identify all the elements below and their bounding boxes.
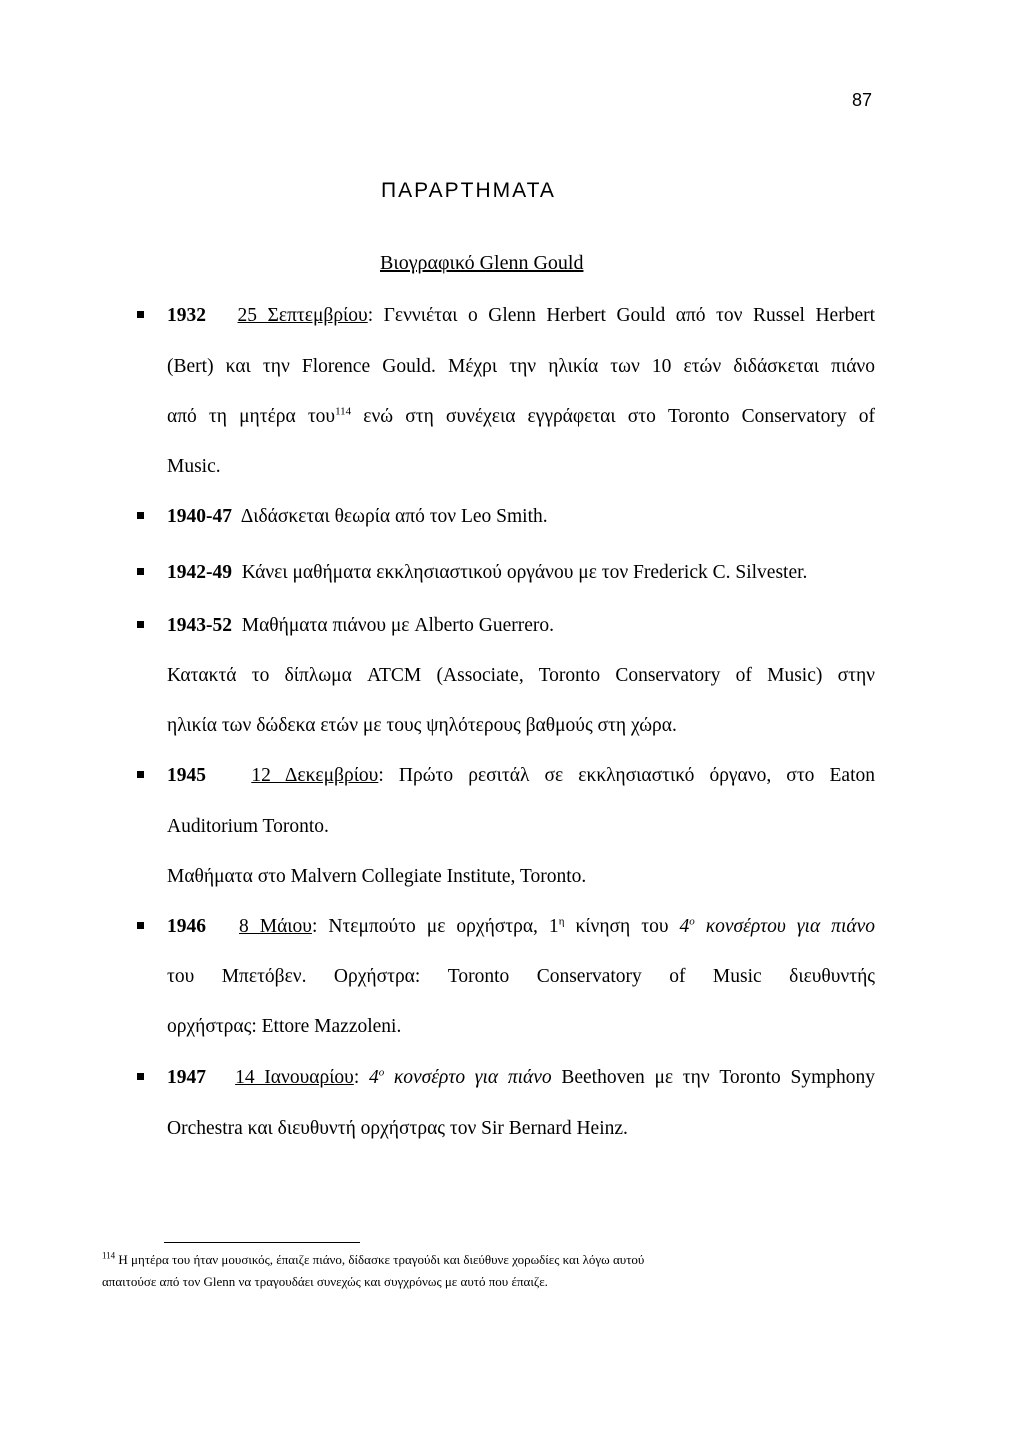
- entry-text: Κάνει μαθήματα εκκλησιαστικού οργάνου με τον Frederick C. Silvester.: [241, 562, 808, 583]
- entry-text: Ντεμπούτο με ορχήστρα, 1: [328, 916, 559, 937]
- entry-1932-line-2: (Bert) και την Florence Gould. Μέχρι την ηλικία των 10 ετών διδάσκεται πιάνο: [167, 356, 875, 377]
- entry-year: 1947: [167, 1067, 206, 1088]
- footnote-line-2: απαιτούσε από τον Glenn να τραγουδάει συνεχώς και συγχρόνως με αυτό που έπαιζε.: [102, 1274, 548, 1289]
- entry-1932-line-1: 1932 25 Σεπτεμβρίου: Γεννιέται ο Glenn Herbert Gould από τον Russel Herbert: [167, 305, 876, 326]
- entry-text: Beethoven με την Toronto Symphony: [561, 1067, 876, 1088]
- entry-date: 8 Μάιου: [239, 916, 312, 937]
- bullet-icon: [137, 922, 144, 929]
- entry-1945-line-3: Μαθήματα στο Malvern Collegiate Institute, Toronto.: [167, 866, 587, 887]
- entry-year: 1945: [167, 765, 206, 786]
- entry-italic-text: $4^o$ κονσέρτο για πιάνο: [368, 1066, 552, 1088]
- entry-1947-line-2: Orchestra και διευθυντή ορχήστρας τον Sir Bernard Heinz.: [167, 1118, 628, 1139]
- entry-year: 1932: [167, 305, 206, 326]
- entry-text: κίνηση του: [575, 916, 669, 937]
- entry-1932-line-3: [167, 406, 875, 428]
- bullet-icon: [137, 771, 144, 778]
- footnote-text: Η μητέρα του ήταν μουσικός, έπαιζε πιάνο, δίδασκε τραγούδι και διεύθυνε χορωδίες και λόγω αυτού: [118, 1252, 645, 1267]
- entry-date: 12 Δεκεμβρίου: [251, 765, 379, 786]
- entry-1943-52-line-1: [167, 615, 554, 637]
- entry-date: 25 Σεπτεμβρίου: [237, 305, 368, 326]
- bullet-icon: [137, 621, 144, 628]
- page-number: 87: [852, 90, 873, 110]
- entry-1940-47: [167, 506, 548, 528]
- superscript: η: [558, 915, 565, 928]
- entry-date: 14 Ιανουαρίου: [235, 1067, 354, 1088]
- entry-1945-line-1: 1945 12 Δεκεμβρίου: Πρώτο ρεσιτάλ σε εκκλησιαστικό όργανο, στο Eaton: [167, 765, 875, 786]
- bullet-icon: [137, 311, 144, 318]
- entry-1947-line-1: 1947 14 Ιανουαρίου: $4^o$ κονσέρτο για πιάνο Beethoven με την Toronto Symphony: [167, 1066, 876, 1088]
- entry-text: από τη μητέρα του: [167, 406, 336, 427]
- footnote-ref: 114: [335, 405, 352, 418]
- footnote-number: 114: [102, 1250, 116, 1261]
- entry-1946-line-2: του Μπετόβεν. Ορχήστρα: Toronto Conservatory of Music διευθυντής: [167, 966, 875, 987]
- bullet-icon: [137, 512, 144, 519]
- page-heading: ΠΑΡΑΡΤΗΜΑΤΑ: [381, 179, 556, 202]
- entry-text: Γεννιέται ο Glenn Herbert Gould από τον Russel Herbert: [383, 305, 876, 326]
- entry-text: Πρώτο ρεσιτάλ σε εκκλησιαστικό όργανο, στο Eaton: [398, 765, 875, 786]
- entry-1943-52-line-3: ηλικία των δώδεκα ετών με τους ψηλότερους βαθμούς στη χώρα.: [167, 715, 677, 736]
- entry-year: 1940-47: [167, 506, 232, 527]
- entry-text: ενώ στη συνέχεια εγγράφεται στο Toronto Conservatory of: [363, 406, 875, 427]
- entry-text: Διδάσκεται θεωρία από τον Leo Smith.: [240, 506, 548, 527]
- entry-year: 1942-49: [167, 562, 232, 583]
- bullet-icon: [137, 1073, 144, 1080]
- bullet-icon: [137, 568, 144, 575]
- entry-year: 1946: [167, 916, 206, 937]
- entry-1932-line-4: Music.: [167, 456, 221, 477]
- entry-1946-line-1: 1946 8 Μάιου: Ντεμπούτο με ορχήστρα, $1^\eta$ κίνηση του $4^o$ κονσέρτου για πιάνο: [167, 915, 876, 937]
- entry-1945-line-2: Auditorium Toronto.: [167, 816, 329, 837]
- entry-1946-line-3: ορχήστρας: Ettore Mazzoleni.: [167, 1016, 402, 1037]
- entry-1942-49: [167, 562, 807, 584]
- entry-1943-52-line-2: Κατακτά το δίπλωμα ATCM (Associate, Toronto Conservatory of Music) στην: [167, 665, 875, 686]
- entry-year: 1943-52: [167, 615, 232, 636]
- footnote-divider: [164, 1242, 360, 1243]
- section-title: Βιογραφικό Glenn Gould: [380, 252, 584, 274]
- footnote-line-1: [102, 1252, 644, 1268]
- entry-text: Μαθήματα πιάνου με Alberto Guerrero.: [241, 615, 555, 636]
- entry-italic-text: $4^o$ κονσέρτου για πιάνο: [679, 915, 876, 937]
